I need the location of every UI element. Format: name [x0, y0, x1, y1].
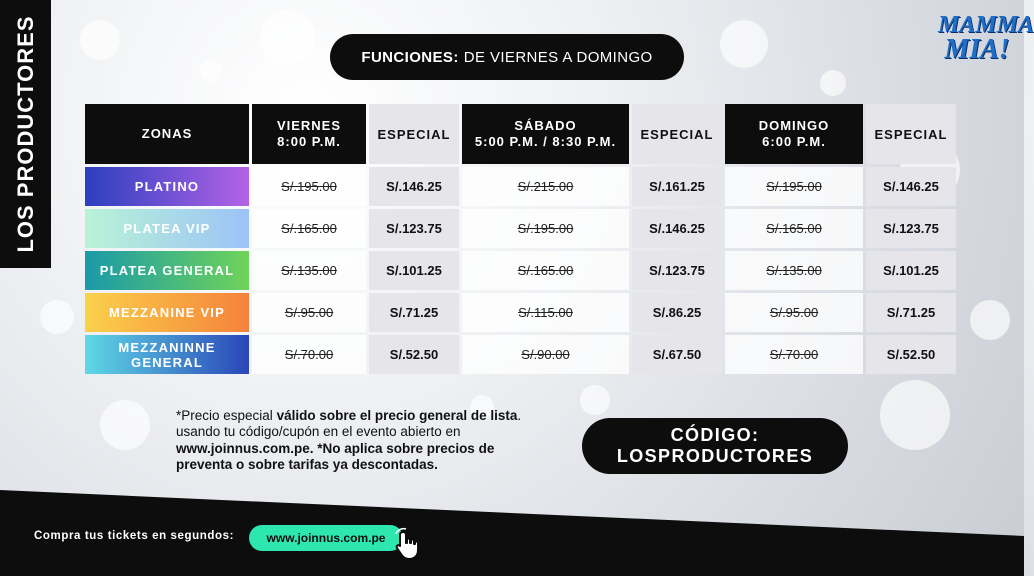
table-row	[85, 335, 956, 374]
promo-code-value: LOSPRODUCTORES	[616, 446, 814, 466]
price-especial-sabado: S/.86.25	[632, 293, 722, 332]
footer-band	[0, 480, 1024, 576]
price-table	[82, 101, 959, 377]
price-viernes: S/.135.00	[252, 251, 366, 290]
price-especial-viernes: S/.101.25	[369, 251, 459, 290]
price-domingo: S/.165.00	[725, 209, 863, 248]
note-part-2: . usando tu código/cupón en el evento abierto en	[176, 408, 522, 440]
functions-title-rest: DE VIERNES A DOMINGO	[463, 48, 653, 66]
special-price-note	[176, 408, 554, 474]
joinnus-link-button[interactable]: www.joinnus.com.pe	[249, 525, 403, 551]
price-especial-sabado: S/.123.75	[632, 251, 722, 290]
hand-pointer-icon	[394, 528, 428, 567]
note-part-1: *Precio especial	[176, 408, 277, 423]
price-sabado: S/.165.00	[462, 251, 629, 290]
price-especial-sabado: S/.67.50	[632, 335, 722, 374]
price-sabado: S/.90.00	[462, 335, 629, 374]
price-especial-domingo: S/.123.75	[866, 209, 956, 248]
zone-platino: PLATINO	[85, 167, 249, 206]
table-row	[85, 209, 956, 248]
logo-line-1: MAMMA	[938, 12, 1034, 38]
price-domingo: S/.95.00	[725, 293, 863, 332]
table-row	[85, 251, 956, 290]
note-bold-2: www.joinnus.com.pe. *No aplica sobre precios de preventa o sobre tarifas ya descontadas.	[176, 440, 495, 473]
header-especial-sabado: ESPECIAL	[632, 104, 722, 164]
price-especial-viernes: S/.71.25	[369, 293, 459, 332]
promo-code-box	[582, 418, 848, 474]
price-domingo: S/.195.00	[725, 167, 863, 206]
footer-cta-text: Compra tus tickets en segundos:	[34, 530, 235, 542]
functions-title	[330, 34, 684, 80]
price-viernes: S/.95.00	[252, 293, 366, 332]
show-logo	[938, 12, 1034, 65]
price-domingo: S/.70.00	[725, 335, 863, 374]
header-especial-viernes: ESPECIAL	[369, 104, 459, 164]
note-bold-1: válido sobre el precio general de lista	[276, 408, 518, 423]
price-especial-sabado: S/.146.25	[632, 209, 722, 248]
zone-mezzanine-general: MEZZANINNE GENERAL	[85, 335, 249, 374]
price-domingo: S/.135.00	[725, 251, 863, 290]
price-especial-viernes: S/.52.50	[369, 335, 459, 374]
zone-platea-vip: PLATEA VIP	[85, 209, 249, 248]
table-row	[85, 293, 956, 332]
header-zonas: ZONAS	[85, 104, 249, 164]
price-especial-domingo: S/.146.25	[866, 167, 956, 206]
side-tab	[0, 0, 51, 268]
price-sabado: S/.215.00	[462, 167, 629, 206]
zone-mezzanine-vip: MEZZANINE VIP	[85, 293, 249, 332]
price-especial-viernes: S/.146.25	[369, 167, 459, 206]
price-especial-sabado: S/.161.25	[632, 167, 722, 206]
logo-line-2: MIA!	[944, 33, 1010, 65]
side-label: LOS PRODUCTORES	[12, 15, 38, 253]
price-viernes: S/.195.00	[252, 167, 366, 206]
price-viernes: S/.165.00	[252, 209, 366, 248]
price-sabado: S/.115.00	[462, 293, 629, 332]
price-especial-domingo: S/.71.25	[866, 293, 956, 332]
functions-title-bold: FUNCIONES:	[361, 48, 459, 66]
price-especial-domingo: S/.101.25	[866, 251, 956, 290]
zone-platea-general: PLATEA GENERAL	[85, 251, 249, 290]
header-especial-domingo: ESPECIAL	[866, 104, 956, 164]
header-domingo: DOMINGO 6:00 P.M.	[725, 104, 863, 164]
promo-code-label: CÓDIGO:	[670, 425, 760, 446]
price-sabado: S/.195.00	[462, 209, 629, 248]
price-viernes: S/.70.00	[252, 335, 366, 374]
price-especial-viernes: S/.123.75	[369, 209, 459, 248]
header-sabado: SÁBADO 5:00 P.M. / 8:30 P.M.	[462, 104, 629, 164]
price-especial-domingo: S/.52.50	[866, 335, 956, 374]
table-row	[85, 167, 956, 206]
header-viernes: VIERNES 8:00 P.M.	[252, 104, 366, 164]
